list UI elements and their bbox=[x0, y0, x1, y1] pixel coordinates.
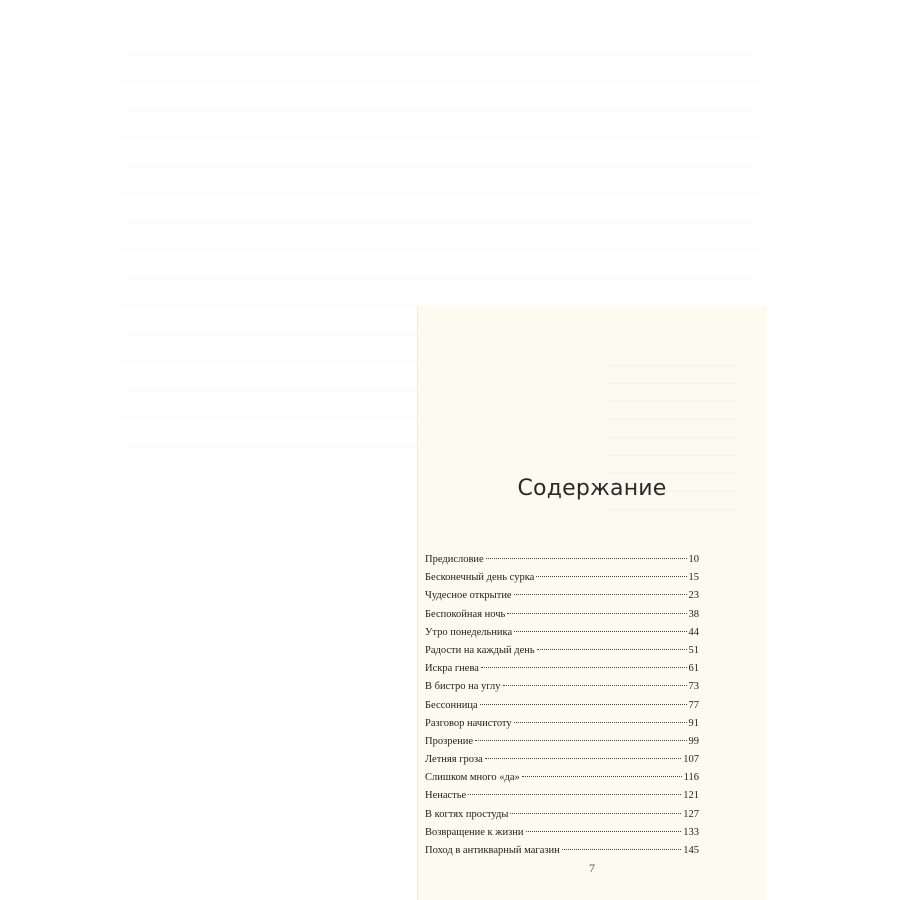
toc-entry-title: Искра гнева bbox=[425, 663, 479, 675]
toc-entry-page: 77 bbox=[688, 699, 699, 711]
toc-entry bbox=[425, 754, 699, 772]
toc-entry bbox=[425, 681, 699, 699]
dot-leader bbox=[486, 558, 687, 559]
toc-entry-page: 145 bbox=[683, 845, 699, 856]
toc-entry bbox=[425, 772, 699, 790]
toc-entry-title: Поход в антикварный магазин bbox=[425, 845, 560, 856]
toc-entry-page: 133 bbox=[683, 826, 699, 838]
toc-entry-title: Прозрение bbox=[425, 735, 474, 747]
toc-entry bbox=[425, 736, 699, 754]
dot-leader bbox=[526, 831, 682, 832]
toc-entry bbox=[425, 572, 699, 590]
dot-leader bbox=[562, 849, 682, 850]
dot-leader bbox=[481, 667, 687, 668]
toc-entry-page: 91 bbox=[688, 717, 699, 729]
toc-entry bbox=[425, 627, 699, 645]
dot-leader bbox=[468, 794, 681, 795]
dot-leader bbox=[514, 722, 687, 723]
toc-entry-page: 44 bbox=[688, 626, 699, 638]
toc-entry-title: Чудесное открытие bbox=[425, 590, 512, 602]
dot-leader bbox=[522, 776, 682, 777]
toc-entry-page: 121 bbox=[683, 790, 699, 802]
toc-entry-title: Разговор начистоту bbox=[425, 717, 512, 729]
toc-entry-title: Предисловие bbox=[425, 554, 484, 565]
dot-leader bbox=[514, 594, 687, 595]
toc-entry bbox=[425, 609, 699, 627]
toc-entry-page: 127 bbox=[683, 808, 699, 820]
toc-entry-title: Беспокойная ночь bbox=[425, 608, 506, 620]
toc-entry-title: Слишком много «да» bbox=[425, 772, 520, 784]
toc-entry-page: 23 bbox=[688, 590, 699, 602]
toc-entry-title: Ненастье bbox=[425, 790, 467, 802]
toc-entry-page: 116 bbox=[683, 772, 699, 784]
toc-entry bbox=[425, 663, 699, 681]
toc-entry-page: 51 bbox=[688, 644, 699, 656]
toc-entry-page: 99 bbox=[688, 735, 699, 747]
toc-entry-page: 10 bbox=[688, 554, 699, 565]
toc-entry bbox=[425, 718, 699, 736]
toc-entry-page: 107 bbox=[683, 754, 699, 766]
toc-entry-title: Летняя гроза bbox=[425, 754, 483, 766]
toc-entry bbox=[425, 645, 699, 663]
dot-leader bbox=[480, 704, 687, 705]
toc-entry-title: Возвращение к жизни bbox=[425, 826, 524, 838]
toc-entry-page: 73 bbox=[688, 681, 699, 693]
dot-leader bbox=[503, 685, 687, 686]
book-page bbox=[417, 306, 767, 900]
table-of-contents bbox=[425, 554, 699, 863]
toc-entry-title: В бистро на углу bbox=[425, 681, 501, 693]
page-title: Содержание bbox=[517, 476, 667, 501]
toc-entry-title: Радости на каждый день bbox=[425, 644, 535, 656]
toc-entry-page: 61 bbox=[688, 663, 699, 675]
toc-entry bbox=[425, 590, 699, 608]
dot-leader bbox=[510, 813, 681, 814]
dot-leader bbox=[485, 758, 681, 759]
toc-entry-title: В когтях простуды bbox=[425, 808, 509, 820]
toc-entry-title: Утро понедельника bbox=[425, 626, 513, 638]
toc-entry-title: Бессонница bbox=[425, 699, 478, 711]
dot-leader bbox=[475, 740, 686, 741]
dot-leader bbox=[536, 576, 686, 577]
toc-entry-title: Бесконечный день сурка bbox=[425, 572, 535, 584]
toc-entry bbox=[425, 790, 699, 808]
toc-entry bbox=[425, 827, 699, 845]
dot-leader bbox=[514, 631, 686, 632]
dot-leader bbox=[507, 613, 686, 614]
dot-leader bbox=[537, 649, 687, 650]
toc-entry bbox=[425, 700, 699, 718]
page-number: 7 bbox=[589, 861, 595, 875]
toc-entry bbox=[425, 554, 699, 572]
toc-entry-page: 38 bbox=[688, 608, 699, 620]
toc-entry bbox=[425, 809, 699, 827]
toc-entry-page: 15 bbox=[688, 572, 699, 584]
